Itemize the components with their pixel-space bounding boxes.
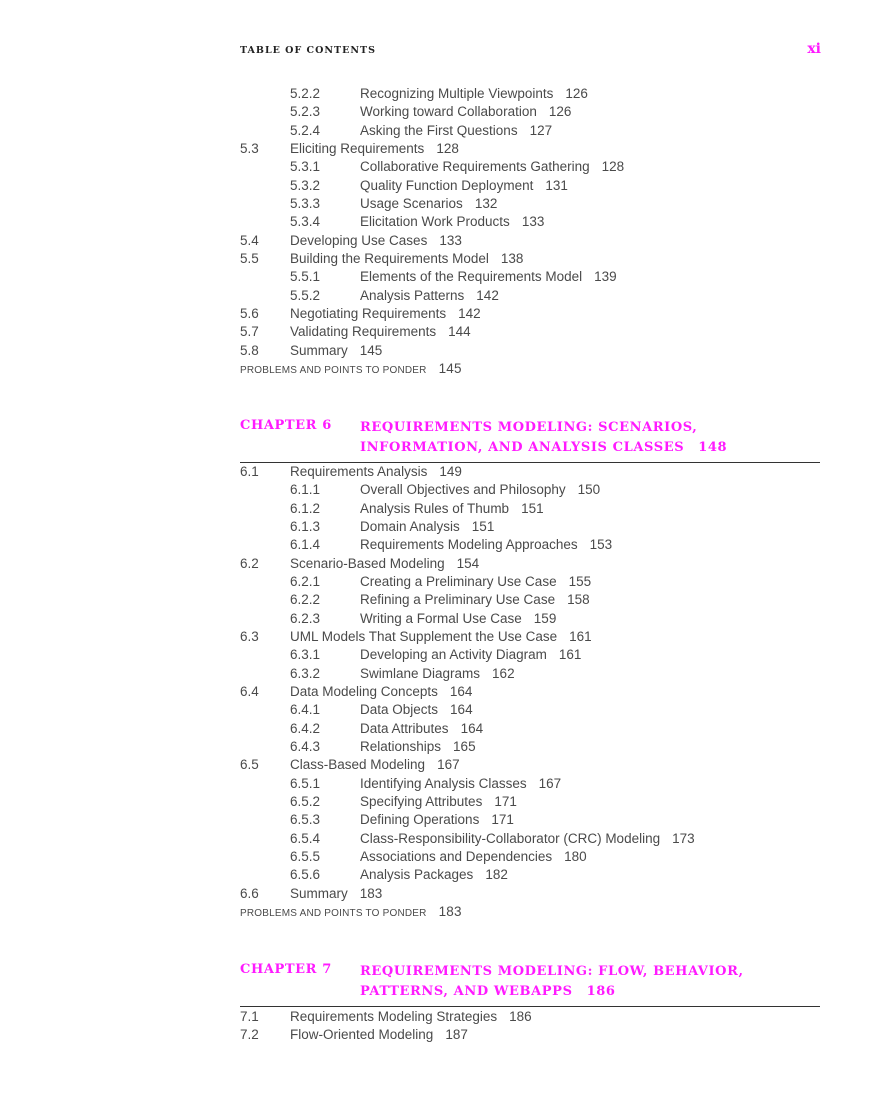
section-title: Domain Analysis (360, 518, 460, 534)
section-page: 126 (565, 86, 588, 101)
section-title-wrap (360, 665, 515, 683)
section-page: 171 (491, 812, 514, 828)
section-number: 6.5.5 (290, 848, 321, 864)
section-page: 128 (436, 140, 459, 156)
section-title: Defining Operations (360, 812, 480, 828)
section-title: PROBLEMS AND POINTS TO PONDER (240, 907, 427, 919)
section-title-wrap (290, 232, 462, 250)
section-number: 6.5.3 (290, 812, 321, 828)
section-number: 7.1 (240, 1009, 259, 1024)
chapter-6-heading (240, 418, 820, 463)
toc-entry (240, 866, 820, 884)
page-number: xi (807, 41, 821, 57)
section-number: 7.2 (240, 1027, 259, 1043)
section-title-wrap (360, 122, 552, 140)
section-page: 164 (450, 702, 473, 718)
section-page: 187 (445, 1027, 468, 1043)
section-page: 183 (359, 885, 383, 901)
section-title: Working toward Collaboration (360, 104, 537, 120)
toc-entry (240, 1008, 820, 1026)
section-title: Elements of the Requirements Model (360, 269, 583, 285)
section-page: 183 (438, 903, 462, 919)
toc-entry (240, 756, 820, 774)
section-title: UML Models That Supplement the Use Case (290, 628, 558, 644)
section-title: Overall Objectives and Philosophy (360, 482, 566, 498)
section-title: Collaborative Requirements Gathering (360, 159, 590, 175)
toc-block-chapter-5 (240, 85, 820, 378)
section-number: 6.6 (240, 885, 259, 901)
section-page: 126 (548, 104, 572, 120)
section-number: 6.2 (240, 555, 259, 571)
toc-entry (240, 158, 820, 176)
section-number: 6.1 (240, 464, 259, 479)
toc-entry (240, 342, 820, 360)
section-page: 167 (437, 757, 460, 773)
section-title: Negotiating Requirements (290, 305, 447, 321)
toc-entry (240, 610, 820, 628)
section-number: 5.6 (240, 305, 259, 321)
section-title-wrap (360, 866, 508, 884)
section-title: Writing a Formal Use Case (360, 610, 522, 626)
section-number: 5.5.1 (290, 269, 321, 285)
section-page: 151 (471, 518, 495, 534)
section-number: 5.3 (240, 140, 259, 156)
section-page: 186 (509, 1009, 532, 1024)
section-number: 6.5.2 (290, 793, 321, 809)
section-title: Developing Use Cases (290, 232, 428, 248)
section-title-wrap (290, 1008, 532, 1026)
section-title-wrap (360, 775, 561, 793)
section-title: Specifying Attributes (360, 793, 483, 809)
section-title-wrap (360, 518, 494, 536)
section-number: 6.4.3 (290, 738, 321, 754)
section-page: 158 (567, 592, 590, 608)
section-page: 131 (545, 177, 568, 193)
chapter-title: REQUIREMENTS MODELING: SCENARIOS, INFORMATION, AND ANALYSIS CLASSES (360, 420, 698, 455)
toc-entry (240, 793, 820, 811)
section-page: 128 (601, 159, 625, 175)
section-title-wrap (360, 536, 612, 554)
section-title-wrap (290, 1026, 468, 1044)
section-title: Eliciting Requirements (290, 140, 425, 156)
toc-entry (240, 305, 820, 323)
section-title-wrap (360, 103, 571, 121)
chapter-page: 186 (586, 984, 616, 999)
section-page: 167 (538, 775, 562, 791)
toc-entry (240, 885, 820, 903)
section-title-wrap (360, 573, 591, 591)
section-number: 6.3.2 (290, 665, 321, 681)
section-number: 5.3.4 (290, 214, 321, 230)
section-title: Summary (290, 885, 348, 901)
section-title: Swimlane Diagrams (360, 665, 481, 681)
section-title: Recognizing Multiple Viewpoints (360, 86, 554, 101)
section-title: Requirements Analysis (290, 464, 428, 479)
section-number: 6.4.2 (290, 720, 321, 736)
section-title-wrap (290, 756, 460, 774)
section-title: Data Attributes (360, 720, 449, 736)
toc-entry (240, 122, 820, 140)
toc-entry (240, 646, 820, 664)
chapter-label: CHAPTER 6 (240, 418, 332, 433)
chapter-page: 148 (698, 440, 728, 455)
section-page: 142 (476, 287, 499, 303)
section-title: Analysis Packages (360, 867, 474, 883)
section-number: 6.2.1 (290, 573, 321, 589)
section-title-wrap (360, 830, 695, 848)
toc-entry (240, 665, 820, 683)
section-page: 182 (485, 867, 508, 883)
section-title-wrap (360, 720, 483, 738)
toc-entry (240, 1026, 820, 1044)
section-title-wrap (360, 738, 476, 756)
section-title: Analysis Rules of Thumb (360, 500, 510, 516)
section-number: 6.4.1 (290, 702, 321, 718)
section-title-wrap (290, 555, 479, 573)
section-title-wrap (290, 628, 592, 646)
section-title-wrap (360, 177, 568, 195)
toc-entry (240, 701, 820, 719)
section-title-wrap (360, 848, 587, 866)
section-number: 5.7 (240, 324, 259, 340)
toc-entry (240, 177, 820, 195)
section-page: 142 (458, 305, 481, 321)
section-title-wrap (290, 463, 462, 481)
section-page: 151 (521, 500, 544, 516)
section-title: Class-Based Modeling (290, 757, 426, 773)
section-page: 161 (569, 628, 592, 644)
toc-entry (240, 720, 820, 738)
section-page: 153 (589, 537, 613, 553)
section-title-wrap (360, 646, 581, 664)
toc-entry (240, 573, 820, 591)
section-title: Relationships (360, 738, 442, 754)
toc-block-chapter-6 (240, 463, 820, 921)
toc-entry (240, 536, 820, 554)
section-title-wrap (290, 250, 523, 268)
toc-entry (240, 518, 820, 536)
section-title-wrap (360, 287, 499, 305)
toc-entry (240, 591, 820, 609)
section-title: Requirements Modeling Strategies (290, 1009, 498, 1024)
section-number: 6.5.4 (290, 830, 321, 846)
toc-problems-entry (240, 903, 820, 921)
toc-entry (240, 250, 820, 268)
section-title-wrap (290, 140, 459, 158)
toc-entry (240, 213, 820, 231)
section-number: 6.1.4 (290, 537, 321, 553)
section-page: 133 (439, 232, 462, 248)
section-title: Data Objects (360, 702, 439, 718)
section-title-wrap (240, 903, 462, 923)
section-number: 5.5 (240, 250, 259, 266)
toc-entry (240, 268, 820, 286)
section-page: 164 (460, 720, 484, 736)
section-title: Scenario-Based Modeling (290, 555, 445, 571)
section-page: 145 (359, 342, 383, 358)
section-title: Elicitation Work Products (360, 214, 510, 230)
section-page: 159 (533, 610, 557, 626)
section-number: 6.1.2 (290, 500, 321, 516)
section-title: Requirements Modeling Approaches (360, 537, 578, 553)
toc-entry (240, 811, 820, 829)
section-title-wrap (360, 793, 517, 811)
section-number: 6.2.3 (290, 610, 321, 626)
section-number: 6.1.1 (290, 482, 321, 498)
section-page: 132 (474, 195, 498, 211)
section-number: 6.3 (240, 628, 259, 644)
section-title: PROBLEMS AND POINTS TO PONDER (240, 364, 427, 376)
toc-entry (240, 195, 820, 213)
section-title: Class-Responsibility-Collaborator (CRC) Modeling (360, 830, 661, 846)
section-page: 155 (568, 573, 592, 589)
section-number: 6.5 (240, 757, 259, 773)
section-title-wrap (360, 85, 588, 103)
toc-entry (240, 830, 820, 848)
section-number: 6.5.1 (290, 775, 321, 791)
toc-entry (240, 555, 820, 573)
section-title: Creating a Preliminary Use Case (360, 573, 557, 589)
section-title: Developing an Activity Diagram (360, 647, 547, 663)
section-page: 173 (672, 830, 695, 846)
section-page: 144 (448, 324, 471, 340)
section-title: Analysis Patterns (360, 287, 465, 303)
section-title: Identifying Analysis Classes (360, 775, 527, 791)
section-title-wrap (240, 360, 462, 380)
section-title: Building the Requirements Model (290, 250, 489, 266)
chapter-title: REQUIREMENTS MODELING: FLOW, BEHAVIOR, PATTERNS, AND WEBAPPS (360, 964, 744, 999)
section-title-wrap (290, 323, 471, 341)
section-title-wrap (290, 885, 382, 903)
toc-entry (240, 628, 820, 646)
toc-entry (240, 140, 820, 158)
toc-entry (240, 463, 820, 481)
section-page: 139 (594, 269, 617, 285)
section-page: 133 (521, 214, 545, 230)
chapter-label: CHAPTER 7 (240, 962, 332, 977)
section-title: Validating Requirements (290, 324, 437, 340)
section-number: 5.3.3 (290, 195, 321, 211)
section-page: 162 (492, 665, 515, 681)
section-number: 5.4 (240, 232, 259, 248)
toc-entry (240, 85, 820, 103)
toc-block-chapter-7 (240, 1008, 820, 1045)
toc-entry (240, 848, 820, 866)
section-number: 5.2.3 (290, 104, 321, 120)
section-number: 6.5.6 (290, 867, 321, 883)
toc-entry (240, 481, 820, 499)
chapter-7-heading (240, 962, 820, 1007)
section-page: 127 (529, 122, 553, 138)
section-number: 6.2.2 (290, 592, 321, 608)
section-page: 145 (438, 360, 462, 376)
section-title-wrap (360, 701, 473, 719)
section-title: Usage Scenarios (360, 195, 463, 211)
section-title-wrap (290, 342, 382, 360)
section-title-wrap (360, 610, 556, 628)
section-title: Data Modeling Concepts (290, 683, 438, 699)
section-number: 5.2.4 (290, 122, 321, 138)
section-title-wrap (360, 481, 600, 499)
section-title-wrap (360, 591, 590, 609)
section-title-wrap (360, 500, 544, 518)
section-page: 138 (500, 250, 524, 266)
section-title-wrap (290, 683, 472, 701)
section-number: 5.3.1 (290, 159, 321, 175)
section-page: 171 (494, 793, 517, 809)
section-page: 180 (564, 848, 587, 864)
section-page: 150 (577, 482, 601, 498)
section-page: 164 (449, 683, 473, 699)
section-title-wrap (360, 268, 617, 286)
section-page: 161 (558, 647, 582, 663)
toc-entry (240, 500, 820, 518)
toc-entry (240, 287, 820, 305)
section-title-wrap (360, 213, 544, 231)
toc-entry (240, 103, 820, 121)
section-number: 6.3.1 (290, 647, 321, 663)
section-title-wrap (360, 811, 514, 829)
running-head: TABLE OF CONTENTS (240, 45, 376, 56)
section-title: Flow-Oriented Modeling (290, 1027, 434, 1043)
toc-entry (240, 775, 820, 793)
section-number: 5.5.2 (290, 287, 321, 303)
section-number: 5.2.2 (290, 86, 321, 101)
section-title-wrap (290, 305, 481, 323)
section-title: Associations and Dependencies (360, 848, 553, 864)
section-page: 154 (456, 555, 480, 571)
section-number: 5.8 (240, 342, 259, 358)
section-title: Quality Function Deployment (360, 177, 534, 193)
toc-problems-entry (240, 360, 820, 378)
section-title: Asking the First Questions (360, 122, 518, 138)
section-page: 165 (453, 738, 476, 754)
toc-entry (240, 323, 820, 341)
section-title-wrap (360, 195, 497, 213)
toc-entry (240, 232, 820, 250)
section-page: 149 (439, 464, 462, 479)
section-title: Refining a Preliminary Use Case (360, 592, 556, 608)
section-number: 5.3.2 (290, 177, 321, 193)
section-title-wrap (360, 158, 624, 176)
section-number: 6.4 (240, 683, 259, 699)
toc-entry (240, 683, 820, 701)
section-number: 6.1.3 (290, 518, 321, 534)
section-title: Summary (290, 342, 348, 358)
toc-entry (240, 738, 820, 756)
